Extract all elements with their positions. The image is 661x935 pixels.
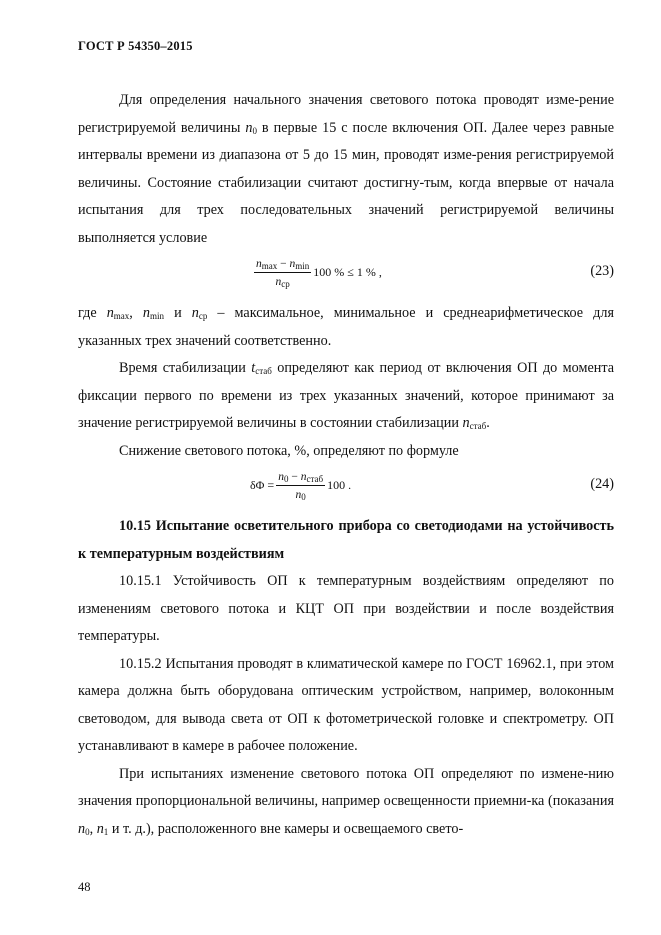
formula-24-number: (24) xyxy=(590,476,614,492)
paragraph-initial-flux: Для определения начального значения светового потока проводят изме-рение регистрируемой величины $n_0$ в первые 15 с после включения ОП. Далее через равные интервалы времени из диапазона от 5 до 15 мин, проводят изме-рения регистрируемой величины. Состояние стабилизации считают достигну-тым, когда впервые от начала испытания для трех последовательных значений регистрируемой величины выполняется условие xyxy=(78,92,614,246)
formula-24: δΦ = $\frac{n_0 - n_{стаб}}{n_0}$ 100 . (24) xyxy=(250,471,614,502)
paragraph-where: где $n_{max}$, $n_{min}$ и $n_{ср}$ – максимальное, минимальное и среднеарифметическое для указанных трех значений соответственно. xyxy=(78,305,614,349)
document-header: ГОСТ Р 54350–2015 xyxy=(78,39,193,53)
page-number: 48 xyxy=(78,880,91,894)
paragraph-flux-change: При испытаниях изменение светового потока ОП определяют по измене-нию значения пропорциональной величины, например освещенности приемни-ка (показания $n_0$, $n_1$ и т. д.), расположенного вне камеры и освещаемого свето- xyxy=(78,765,614,837)
section-heading-10-15: 10.15 Испытание осветительного прибора со светодиодами на устойчивость к температурным воздействиям xyxy=(78,518,614,562)
formula-23-fraction: $\frac{n_{max} - n_{min}}{n_{ср}}$ xyxy=(256,258,310,289)
formula-23-number: (23) xyxy=(590,263,614,279)
document-body xyxy=(78,87,614,843)
formula-23: $\frac{n_{max} - n_{min}}{n_{ср}}$ 100 % ≤ 1 % , (23) xyxy=(256,258,614,289)
paragraph-flux-decrease: Снижение светового потока, %, определяют по формуле xyxy=(119,442,459,459)
paragraph-stabilization-time: Время стабилизации $t_{стаб}$ определяют как период от включения ОП до момента фиксации первого по времени из трех указанных значений, которое принимают за значение регистрируемой величины в состоянии стабилизации $n_{стаб}$. xyxy=(78,360,614,431)
paragraph-10-15-1: 10.15.1 Устойчивость ОП к температурным воздействиям определяют по изменениям светового потока и КЦТ ОП при воздействии и после воздействия температуры. xyxy=(78,573,614,644)
formula-24-fraction: $\frac{n_0 - n_{стаб}}{n_0}$ xyxy=(278,471,324,502)
paragraph-10-15-2: 10.15.2 Испытания проводят в климатической камере по ГОСТ 16962.1, при этом камера должна быть оборудована оптическим устройством, например, волоконным световодом, для вывода света от ОП к фотометрической головке и спектрометру. ОП устанавливают в камере в рабочее положение. xyxy=(78,655,614,754)
